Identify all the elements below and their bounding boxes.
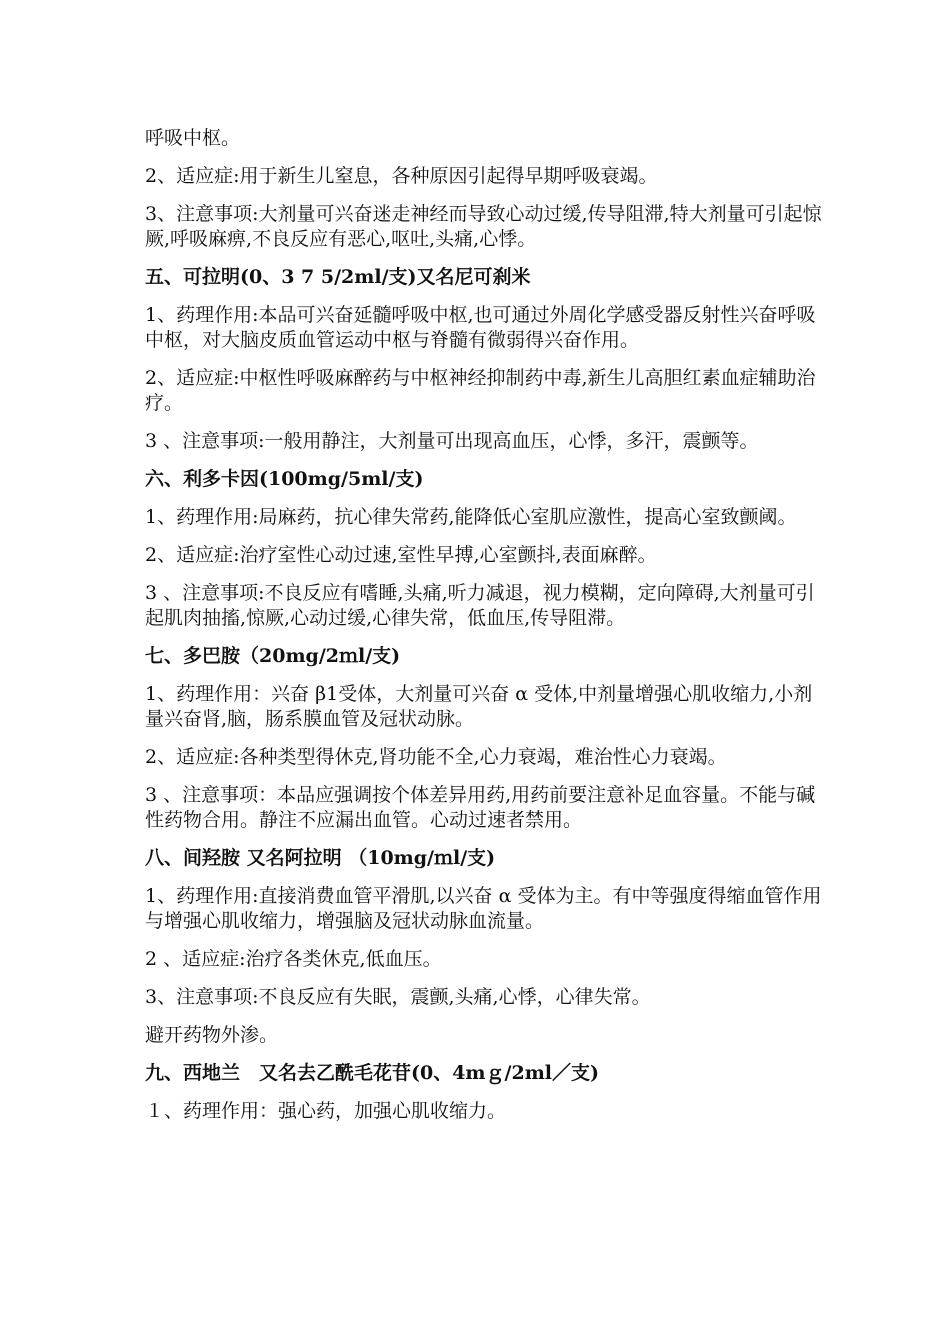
- section-heading: 七、多巴胺（20mg/2ｍl/支): [145, 645, 401, 667]
- paragraph: 3 、注意事项:一般用静注，大剂量可出现高血压，心悸，多汗，震颤等。: [145, 430, 759, 452]
- paragraph: 2、适应症:中枢性呼吸麻醉药与中枢神经抑制药中毒,新生儿高胆红素血症辅助治疗。: [145, 367, 816, 414]
- section-heading: 五、可拉明(0、3 7 5/2ml/支)又名尼可刹米: [145, 266, 531, 288]
- section-heading: 六、利多卡因(100mg/5ml/支): [145, 468, 424, 490]
- paragraph: 1、药理作用:本品可兴奋延髓呼吸中枢,也可通过外周化学感受器反射性兴奋呼吸中枢，对大脑皮质血管运动中枢与脊髓有微弱得兴奋作用。: [145, 304, 816, 351]
- section-heading: 八、间羟胺 又名阿拉明 （10mg/ｍl/支): [145, 847, 496, 869]
- paragraph: 避开药物外渗。: [145, 1024, 279, 1046]
- paragraph: 3 、注意事项:不良反应有嗜睡,头痛,听力减退，视力模糊，定向障碍,大剂量可引起肌肉抽搐,惊厥,心动过缓,心律失常，低血压,传导阻滞。: [145, 582, 815, 629]
- paragraph: 2、适应症:用于新生儿窒息，各种原因引起得早期呼吸衰竭。: [145, 165, 658, 187]
- document-body: [145, 126, 825, 1137]
- paragraph: 3、注意事项:不良反应有失眠，震颤,头痛,心悸，心律失常。: [145, 986, 651, 1008]
- paragraph: 3、注意事项:大剂量可兴奋迷走神经而导致心动过缓,传导阻滞,特大剂量可引起惊厥,呼吸麻痹,不良反应有恶心,呕吐,头痛,心悸。: [145, 203, 822, 250]
- paragraph: 1、药理作用：兴奋 β1受体，大剂量可兴奋 α 受体,中剂量增强心肌收缩力,小剂量兴奋肾,脑，肠系膜血管及冠状动脉。: [145, 683, 813, 730]
- paragraph: 1、药理作用:局麻药，抗心律失常药,能降低心室肌应激性，提高心室致颤阈。: [145, 506, 797, 528]
- paragraph: 2、适应症:治疗室性心动过速,室性早搏,心室颤抖,表面麻醉。: [145, 544, 657, 566]
- paragraph: 呼吸中枢。: [145, 127, 241, 149]
- paragraph: １、药理作用：强心药，加强心肌收缩力。: [145, 1100, 507, 1122]
- section-heading: 九、西地兰 又名去乙酰毛花苷(0、4mｇ/2ml／支): [145, 1062, 600, 1084]
- paragraph: 3 、注意事项：本品应强调按个体差异用药,用药前要注意补足血容量。不能与碱性药物合用。静注不应漏出血管。心动过速者禁用。: [145, 784, 816, 831]
- paragraph: 2、适应症:各种类型得休克,肾功能不全,心力衰竭，难治性心力衰竭。: [145, 746, 727, 768]
- paragraph: 2 、适应症:治疗各类休克,低血压。: [145, 948, 442, 970]
- paragraph: 1、药理作用:直接消费血管平滑肌,以兴奋 α 受体为主。有中等强度得缩血管作用与增强心肌收缩力，增强脑及冠状动脉血流量。: [145, 885, 822, 932]
